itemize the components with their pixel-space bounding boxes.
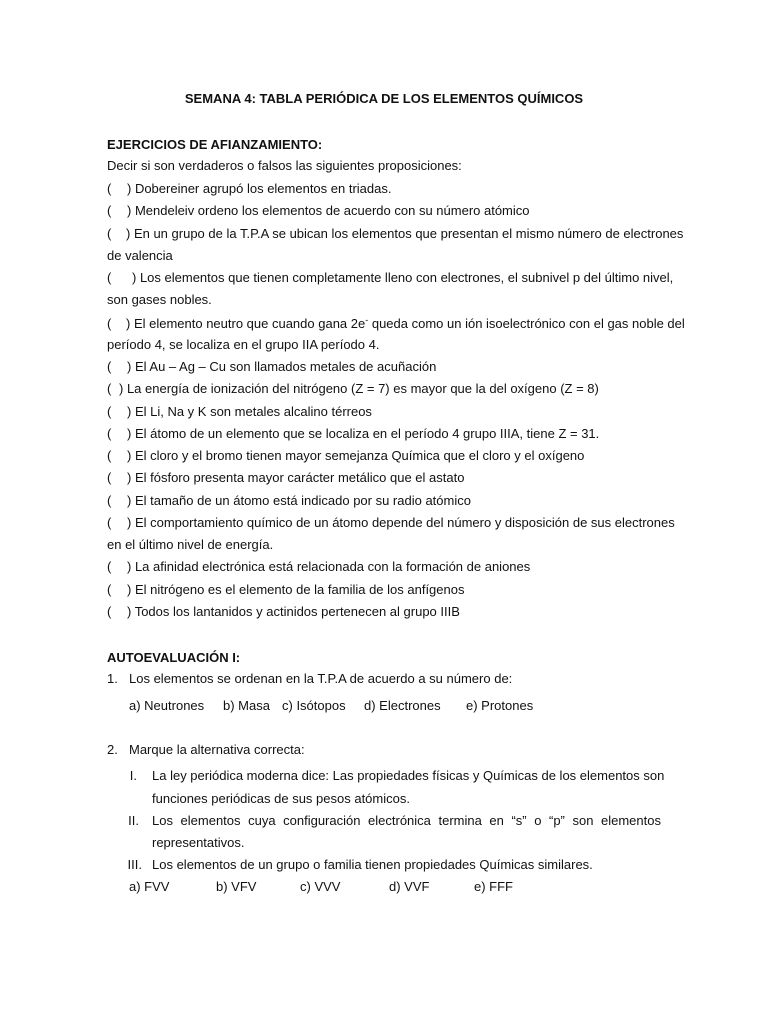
open-paren: ( xyxy=(107,404,112,419)
proposition-4 xyxy=(107,270,673,285)
statement-i-text-cont: funciones periódicas de sus pesos atómicos. xyxy=(152,791,410,806)
open-paren: ( xyxy=(107,316,112,331)
q1-option-d: d) Electrones xyxy=(364,698,441,713)
open-paren: ( xyxy=(107,381,112,396)
open-paren: ( xyxy=(107,582,112,597)
proposition-7 xyxy=(107,381,599,396)
open-paren: ( xyxy=(107,181,112,196)
question-2-number: 2. xyxy=(107,742,118,757)
q1-option-c: c) Isótopos xyxy=(282,698,346,713)
statement-ii-text: Los elementos cuya configuración electrónica termina en “s” o “p” son elementos xyxy=(152,813,661,828)
afianzamiento-intro: Decir si son verdaderos o falsos las siguientes proposiciones: xyxy=(107,158,462,173)
q2-option-c: c) VVV xyxy=(300,879,341,894)
proposition-5 xyxy=(107,315,685,331)
proposition-9 xyxy=(107,426,599,441)
open-paren: ( xyxy=(107,559,112,574)
proposition-text: ) El comportamiento químico de un átomo depende del número y disposición de sus electrones xyxy=(127,515,675,530)
proposition-14 xyxy=(107,559,530,574)
proposition-text: ) Dobereiner agrupó los elementos en triadas. xyxy=(127,181,392,196)
proposition-3 xyxy=(107,226,683,241)
open-paren: ( xyxy=(107,203,112,218)
open-paren: ( xyxy=(107,226,112,241)
statement-ii-text-cont: representativos. xyxy=(152,835,245,850)
afianzamiento-heading: EJERCICIOS DE AFIANZAMIENTO: xyxy=(107,137,323,152)
proposition-11 xyxy=(107,470,464,485)
proposition-15 xyxy=(107,582,464,597)
proposition-8 xyxy=(107,404,372,419)
autoevaluacion-heading: AUTOEVALUACIÓN I: xyxy=(107,650,241,665)
q2-option-a: a) FVV xyxy=(129,879,170,894)
statement-i-number: I. xyxy=(129,768,137,783)
proposition-1 xyxy=(107,181,391,196)
proposition-12 xyxy=(107,493,471,508)
proposition-text: ) El cloro y el bromo tienen mayor semejanza Química que el cloro y el oxígeno xyxy=(127,448,585,463)
q2-option-d: d) VVF xyxy=(389,879,430,894)
proposition-13-cont: en el último nivel de energía. xyxy=(107,537,274,552)
proposition-text: ) El tamaño de un átomo está indicado por su radio atómico xyxy=(127,493,471,508)
q1-option-b: b) Masa xyxy=(223,698,270,713)
page-title: SEMANA 4: TABLA PERIÓDICA DE LOS ELEMENTOS QUÍMICOS xyxy=(184,91,584,106)
proposition-4-cont: son gases nobles. xyxy=(107,292,212,307)
proposition-3-cont: de valencia xyxy=(107,248,173,263)
proposition-text: ) Los elementos que tienen completamente lleno con electrones, el subnivel p del último nivel, xyxy=(132,270,674,285)
open-paren: ( xyxy=(107,515,112,530)
proposition-2 xyxy=(107,203,530,218)
q2-option-e: e) FFF xyxy=(474,879,513,894)
proposition-text: ) El Au – Ag – Cu son llamados metales de acuñación xyxy=(127,359,437,374)
proposition-text: ) En un grupo de la T.P.A se ubican los elementos que presentan el mismo número de electrones xyxy=(126,226,684,241)
proposition-text: ) El Li, Na y K son metales alcalino térreos xyxy=(127,404,372,419)
open-paren: ( xyxy=(107,426,112,441)
proposition-text: ) La afinidad electrónica está relacionada con la formación de aniones xyxy=(127,559,531,574)
q2-option-b: b) VFV xyxy=(216,879,257,894)
statement-iii-text: Los elementos de un grupo o familia tienen propiedades Químicas similares. xyxy=(152,857,593,872)
proposition-text: ) Todos los lantanidos y actinidos pertenecen al grupo IIIB xyxy=(127,604,460,619)
open-paren: ( xyxy=(107,448,112,463)
question-2-text: Marque la alternativa correcta: xyxy=(129,742,305,757)
open-paren: ( xyxy=(107,270,112,285)
proposition-text: ) Mendeleiv ordeno los elementos de acuerdo con su número atómico xyxy=(127,203,530,218)
statement-ii-number: II. xyxy=(128,813,139,828)
proposition-text: ) El nitrógeno es el elemento de la familia de los anfígenos xyxy=(127,582,465,597)
q1-option-a: a) Neutrones xyxy=(129,698,205,713)
q1-option-e: e) Protones xyxy=(466,698,534,713)
proposition-text: ) El átomo de un elemento que se localiza en el período 4 grupo IIIA, tiene Z = 31. xyxy=(127,426,600,441)
question-1-text: Los elementos se ordenan en la T.P.A de acuerdo a su número de: xyxy=(129,671,513,686)
open-paren: ( xyxy=(107,359,112,374)
proposition-text: ) El elemento neutro que cuando gana 2e xyxy=(126,316,366,331)
statement-iii-number: III. xyxy=(127,857,142,872)
open-paren: ( xyxy=(107,493,112,508)
charge-superscript: - xyxy=(365,315,369,325)
proposition-13 xyxy=(107,515,675,530)
open-paren: ( xyxy=(107,470,112,485)
proposition-16 xyxy=(107,604,460,619)
proposition-text: ) El fósforo presenta mayor carácter metálico que el astato xyxy=(127,470,465,485)
proposition-text-cont: queda como un ión isoelectrónico con el gas noble del xyxy=(368,316,685,331)
proposition-5-cont: período 4, se localiza en el grupo IIA período 4. xyxy=(107,337,380,352)
open-paren: ( xyxy=(107,604,112,619)
proposition-10 xyxy=(107,448,584,463)
proposition-6 xyxy=(107,359,436,374)
question-1-number: 1. xyxy=(107,671,118,686)
proposition-text: ) La energía de ionización del nitrógeno (Z = 7) es mayor que la del oxígeno (Z = 8) xyxy=(119,381,599,396)
statement-i-text: La ley periódica moderna dice: Las propiedades físicas y Químicas de los elementos son xyxy=(152,768,665,783)
